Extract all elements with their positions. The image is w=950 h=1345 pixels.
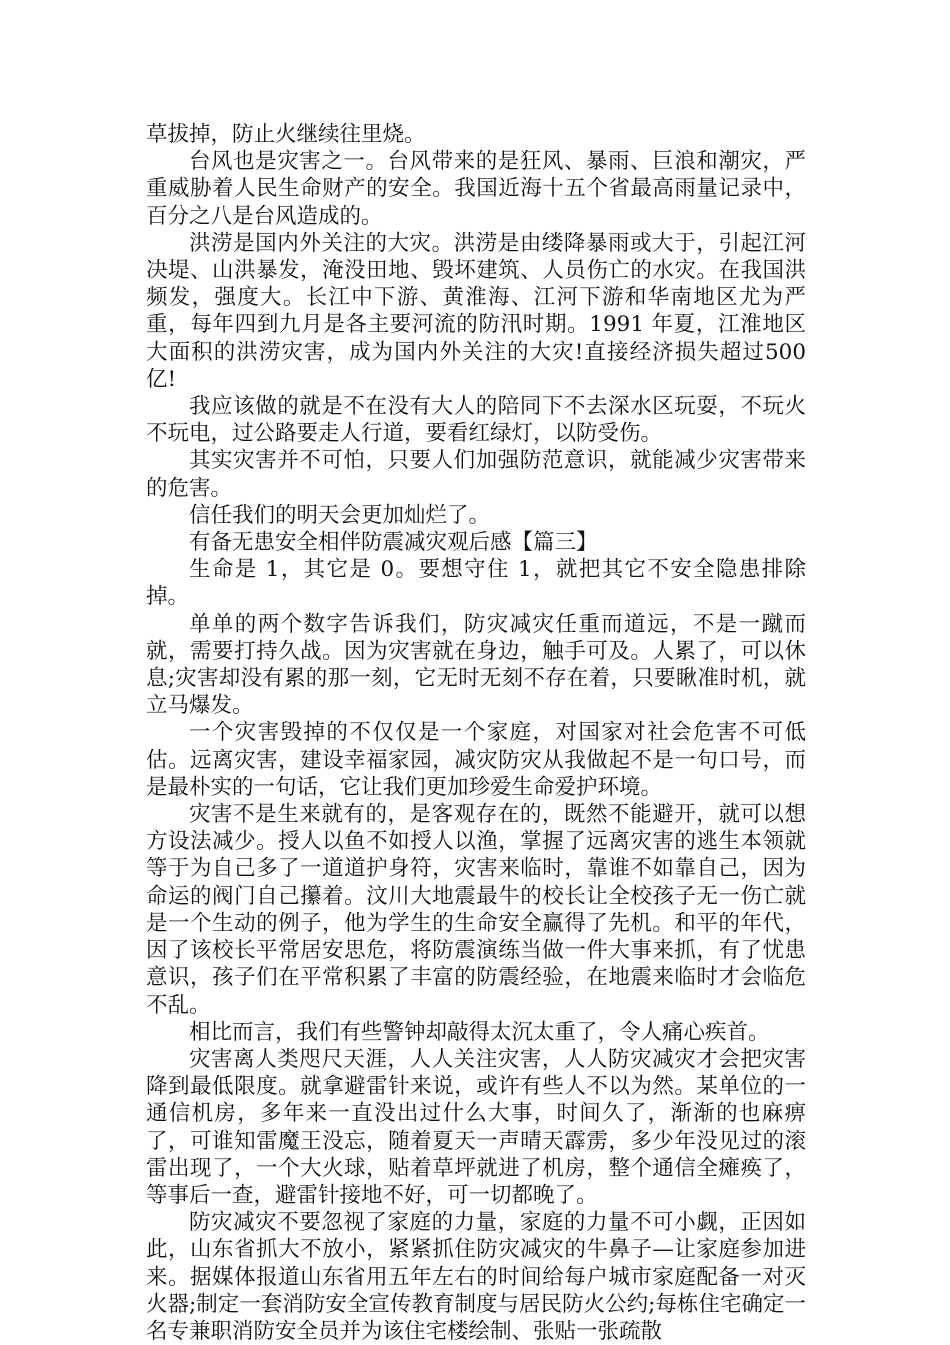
- paragraph: 信任我们的明天会更加灿烂了。: [189, 502, 491, 528]
- paragraph: 一个灾害毁掉的不仅仅是一个家庭，对国家对社会危害不可低估。远离灾害，建设幸福家园，减灾防灾从我做起不是一句口号，而是最朴实的一句话，它让我们更加珍爱生命爱护环境。: [146, 720, 806, 800]
- paragraph: 草拔掉，防止火继续往里烧。: [146, 122, 426, 147]
- paragraph: 防灾减灾不要忽视了家庭的力量，家庭的力量不可小觑，正因如此，山东省抓大不放小，紧紧抓住防灾减灾的牛鼻子—让家庭参加进来。据媒体报道山东省用五年左右的时间给每户城市家庭配备一对灭火器;制定一套消防安全宣传教育制度与居民防火公约;每栋住宅确定一名专兼职消防安全员并为该住宅楼绘制、张贴一张疏散: [146, 1210, 806, 1344]
- paragraph: 单单的两个数字告诉我们，防灾减灾任重而道远，不是一蹴而就，需要打持久战。因为灾害就在身边，触手可及。人累了，可以休息;灾害却没有累的那一刻，它无时无刻不存在着，只要瞅准时机，就立马爆发。: [146, 611, 806, 719]
- document-body: [146, 121, 806, 1345]
- paragraph: 灾害不是生来就有的，是客观存在的，既然不能避开，就可以想方设法减少。授人以鱼不如授人以渔，掌握了远离灾害的逃生本领就等于为自己多了一道道护身符，灾害来临时，靠谁不如靠自己，因为命运的阀门自己攥着。汶川大地震最牛的校长让全校孩子无一伤亡就是一个生动的例子，他为学生的生命安全赢得了先机。和平的年代，因了该校长平常居安思危，将防震演练当做一件大事来抓，有了忧患意识，孩子们在平常积累了丰富的防震经验，在地震来临时才会临危不乱。: [146, 802, 806, 1018]
- paragraph: 洪涝是国内外关注的大灾。洪涝是由缕降暴雨或大于，引起江河决堤、山洪暴发，淹没田地、毁坏建筑、人员伤亡的水灾。在我国洪频发，强度大。长江中下游、黄淮海、江河下游和华南地区尤为严重，每年四到九月是各主要河流的防汛时期。1991 年夏，江淮地区大面积的洪涝灾害，成为国内外关注的大灾!直接经济损失超过500 亿!: [146, 230, 806, 392]
- paragraph: 生命是 1，其它是 0。要想守住 1，就把其它不安全隐患排除掉。: [146, 557, 806, 610]
- paragraph: 其实灾害并不可怕，只要人们加强防范意识，就能减少灾害带来的危害。: [146, 448, 806, 501]
- paragraph: 相比而言，我们有些警钟却敲得太沉太重了，令人痛心疾首。: [189, 1019, 770, 1045]
- paragraph: 我应该做的就是不在没有大人的陪同下不去深水区玩耍，不玩火不玩电，过公路要走人行道，要看红绿灯，以防受伤。: [146, 394, 806, 447]
- paragraph: 灾害离人类咫尺天涯，人人关注灾害，人人防灾减灾才会把灾害降到最低限度。就拿避雷针来说，或许有些人不以为然。某单位的一通信机房，多年来一直没出过什么大事，时间久了，渐渐的也麻痹了，可谁知雷魔王没忘，随着夏天一声晴天霹雳，多少年没见过的滚雷出现了，一个大火球，贴着草坪就进了机房，整个通信全瘫痪了，等事后一查，避雷针接地不好，可一切都晚了。: [146, 1046, 806, 1208]
- paragraph: 台风也是灾害之一。台风带来的是狂风、暴雨、巨浪和潮灾，严重威胁着人民生命财产的安全。我国近海十五个省最高雨量记录中，百分之八是台风造成的。: [146, 149, 806, 229]
- section-heading: 有备无患安全相伴防震减灾观后感【篇三】: [189, 530, 598, 556]
